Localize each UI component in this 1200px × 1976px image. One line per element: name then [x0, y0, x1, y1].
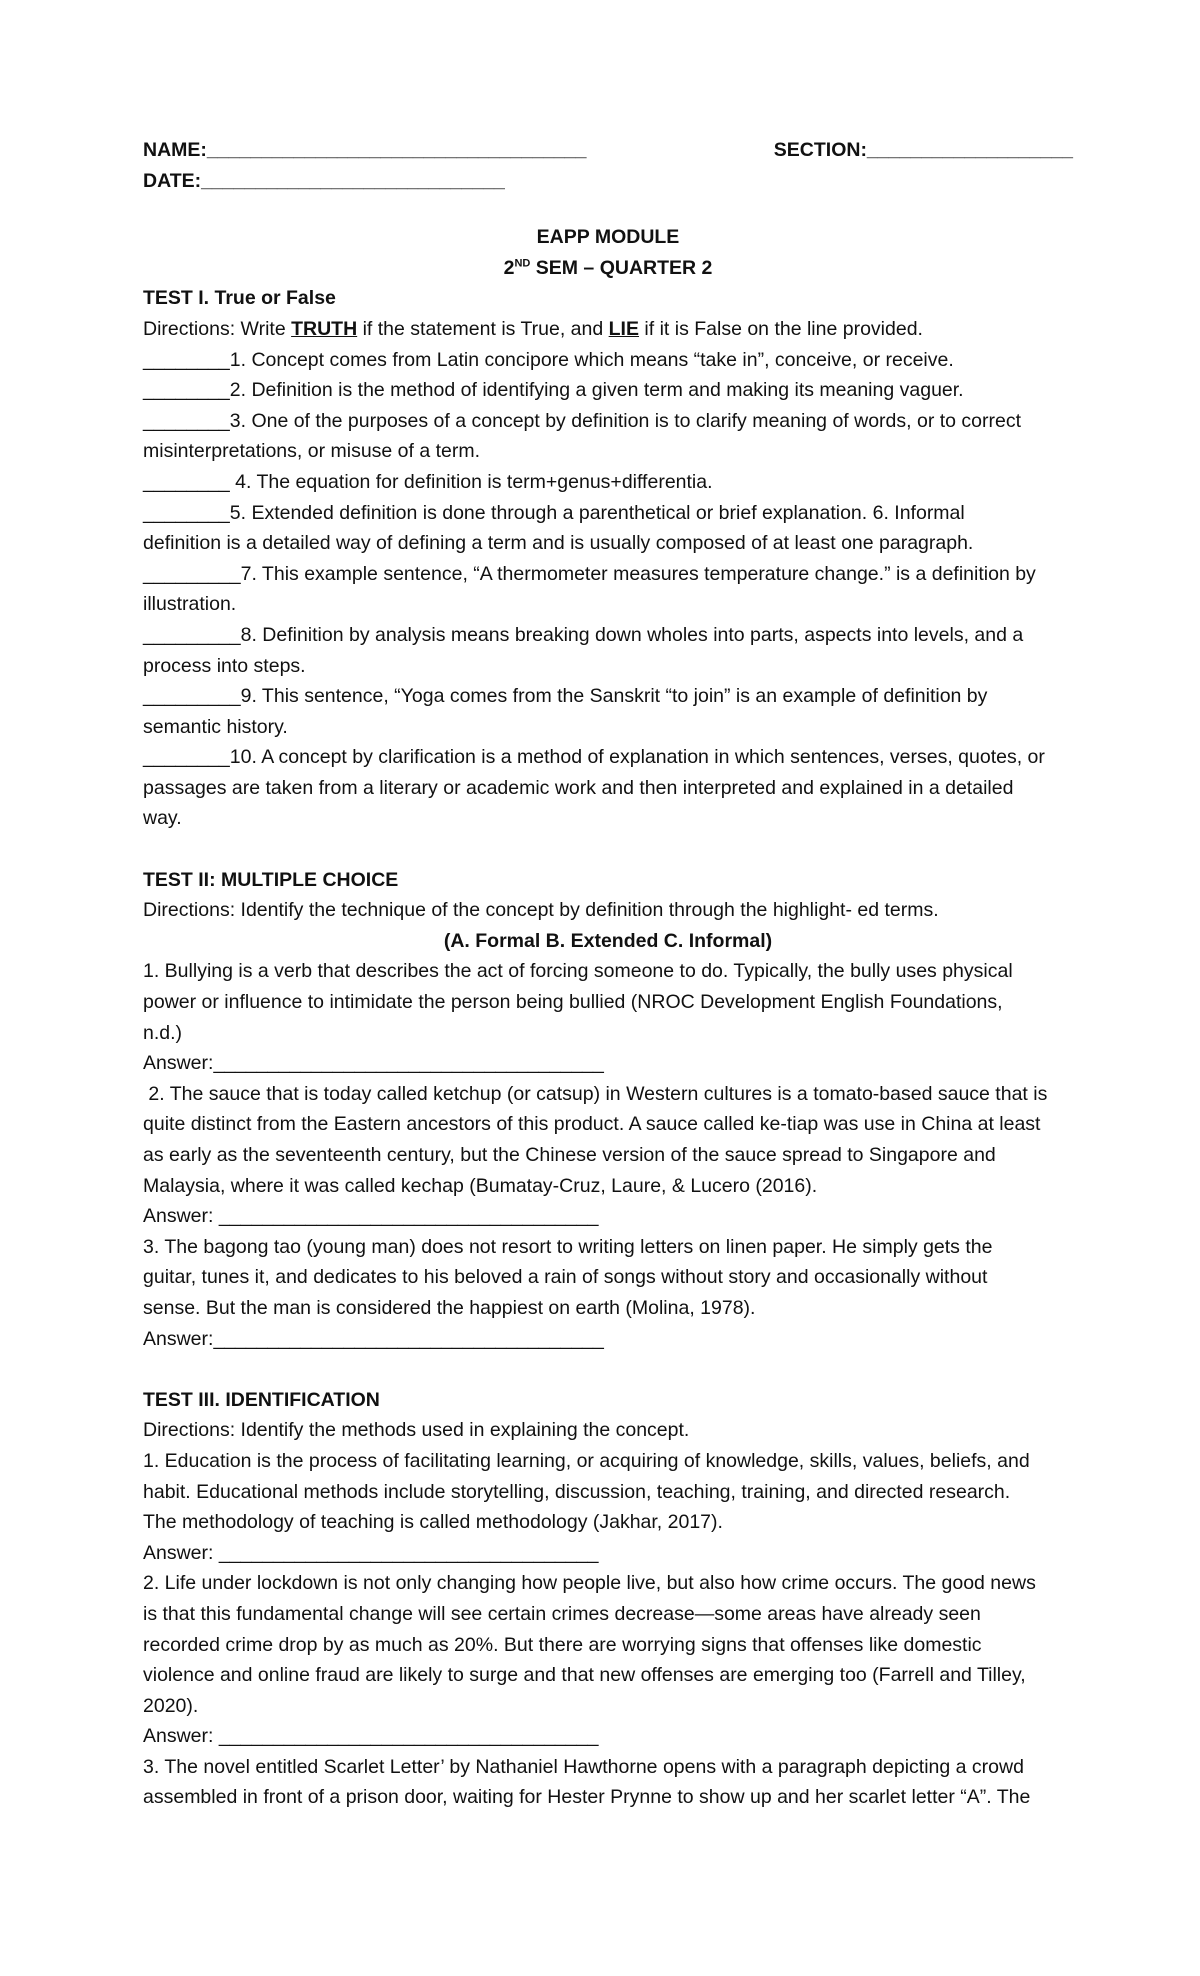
- test3-line: assembled in front of a prison door, waiting for Hester Prynne to show up and her scarlet letter “A”. The: [143, 1786, 1031, 1809]
- test3-line: violence and online fraud are likely to surge and that new offenses are emerging too (Farrell and Tilley,: [143, 1664, 1026, 1687]
- test2-line: Malaysia, where it was called kechap (Bumatay-Cruz, Laure, & Lucero (2016).: [143, 1174, 818, 1197]
- answer-line[interactable]: Answer: ___________________________________: [143, 1205, 599, 1228]
- test2-line: quite distinct from the Eastern ancestors of this product. A sauce called ke-tiap was use in China at least: [143, 1113, 1041, 1136]
- test2-heading: TEST II: MULTIPLE CHOICE: [143, 868, 399, 891]
- test1-line: process into steps.: [143, 654, 306, 677]
- module-title: [143, 222, 1073, 283]
- test3-line: recorded crime drop by as much as 20%. But there are worrying signs that offenses like domestic: [143, 1633, 982, 1656]
- test1-line: ________ 4. The equation for definition is term+genus+differentia.: [143, 470, 713, 493]
- test1-line: ________5. Extended definition is done through a parenthetical or brief explanation. 6. Informal: [143, 501, 965, 524]
- test2-line: power or influence to intimidate the person being bullied (NROC Development English Foundations,: [143, 991, 1003, 1014]
- test2-line: as early as the seventeenth century, but the Chinese version of the sauce spread to Singapore and: [143, 1144, 996, 1166]
- semester-line: [143, 253, 1073, 284]
- test2-directions: Directions: Identify the technique of the concept by definition through the highlight- ed terms.: [143, 899, 939, 922]
- answer-line[interactable]: Answer:____________________________________: [143, 1052, 604, 1075]
- test3-directions: Directions: Identify the methods used in explaining the concept.: [143, 1419, 690, 1442]
- test2-line: 1. Bullying is a verb that describes the act of forcing someone to do. Typically, the bully uses physical: [143, 960, 1013, 983]
- answer-line[interactable]: Answer:____________________________________: [143, 1327, 604, 1350]
- test1-line: ________1. Concept comes from Latin concipore which means “take in”, conceive, or receive.: [143, 348, 954, 371]
- semester-number: 2: [503, 256, 515, 279]
- test1-dir-c: if it is False on the line provided.: [638, 317, 923, 340]
- test2-line: n.d.): [143, 1021, 183, 1044]
- date-field[interactable]: DATE:____________________________: [143, 169, 505, 192]
- test1-line: _________7. This example sentence, “A thermometer measures temperature change.” is a definition by: [143, 562, 1036, 585]
- test1-line: illustration.: [143, 593, 237, 616]
- test1-dir-b: if the statement is True, and: [357, 317, 609, 340]
- test1-heading: TEST I. True or False: [143, 287, 336, 310]
- test1-line: _________8. Definition by analysis means breaking down wholes into parts, aspects into levels, and a: [143, 623, 1024, 646]
- test1-line: ________2. Definition is the method of identifying a given term and making its meaning vaguer.: [143, 379, 964, 402]
- test1-line: way.: [143, 807, 182, 830]
- test2-line: sense. But the man is considered the happiest on earth (Molina, 1978).: [143, 1296, 756, 1319]
- test1-line: semantic history.: [143, 715, 288, 738]
- test1-line: _________9. This sentence, “Yoga comes from the Sanskrit “to join” is an example of definition by: [143, 685, 988, 708]
- test1-line: passages are taken from a literary or academic work and then interpreted and explained in a detailed: [143, 776, 1014, 799]
- answer-line[interactable]: Answer: ___________________________________: [143, 1725, 599, 1748]
- test1-line: ________3. One of the purposes of a concept by definition is to clarify meaning of words, or to correct: [143, 409, 1022, 432]
- module-title-line: EAPP MODULE: [536, 226, 680, 249]
- semester-quarter: SEM – QUARTER 2: [530, 256, 713, 279]
- answer-line[interactable]: Answer: ___________________________________: [143, 1541, 599, 1564]
- test3-line: 1. Education is the process of facilitating learning, or acquiring of knowledge, skills, values, beliefs, and: [143, 1449, 1030, 1472]
- section-field[interactable]: SECTION:___________________: [773, 139, 1073, 161]
- document-page: [143, 135, 1073, 1813]
- test3-line: 3. The novel entitled Scarlet Letter’ by Nathaniel Hawthorne opens with a paragraph depicting a crowd: [143, 1755, 1024, 1778]
- spacer: [143, 834, 1073, 865]
- test1-line: misinterpretations, or misuse of a term.: [143, 440, 481, 463]
- spacer: [143, 1354, 1073, 1385]
- truth-keyword: TRUTH: [291, 317, 358, 340]
- test3-heading: TEST III. IDENTIFICATION: [143, 1388, 380, 1411]
- test1-directions: [143, 314, 1073, 345]
- test2-choices: (A. Formal B. Extended C. Informal): [443, 929, 773, 952]
- test3-line: 2020).: [143, 1694, 199, 1717]
- name-field[interactable]: NAME:___________________________________: [143, 139, 587, 161]
- lie-keyword: LIE: [608, 317, 639, 340]
- test2-line: guitar, tunes it, and dedicates to his beloved a rain of songs without story and occasionally without: [143, 1266, 988, 1289]
- test3-line: The methodology of teaching is called methodology (Jakhar, 2017).: [143, 1511, 723, 1534]
- test2-line: 3. The bagong tao (young man) does not resort to writing letters on linen paper. He simply gets the: [143, 1235, 993, 1258]
- test1-line: ________10. A concept by clarification is a method of explanation in which sentences, verses, quotes, or: [143, 746, 1045, 769]
- test1-dir-a: Directions: Write: [143, 317, 292, 340]
- test3-line: habit. Educational methods include storytelling, discussion, teaching, training, and directed research.: [143, 1480, 1011, 1503]
- test1-line: definition is a detailed way of defining a term and is usually composed of at least one paragraph.: [143, 532, 974, 555]
- test3-line: 2. Life under lockdown is not only changing how people live, but also how crime occurs. The good news: [143, 1572, 1036, 1595]
- test3-line: is that this fundamental change will see certain crimes decrease—some areas have already seen: [143, 1602, 981, 1625]
- semester-suffix: ND: [514, 257, 531, 270]
- test2-line: 2. The sauce that is today called ketchup (or catsup) in Western cultures is a tomato-based sauce that is: [143, 1082, 1048, 1105]
- header-row: [143, 135, 1073, 166]
